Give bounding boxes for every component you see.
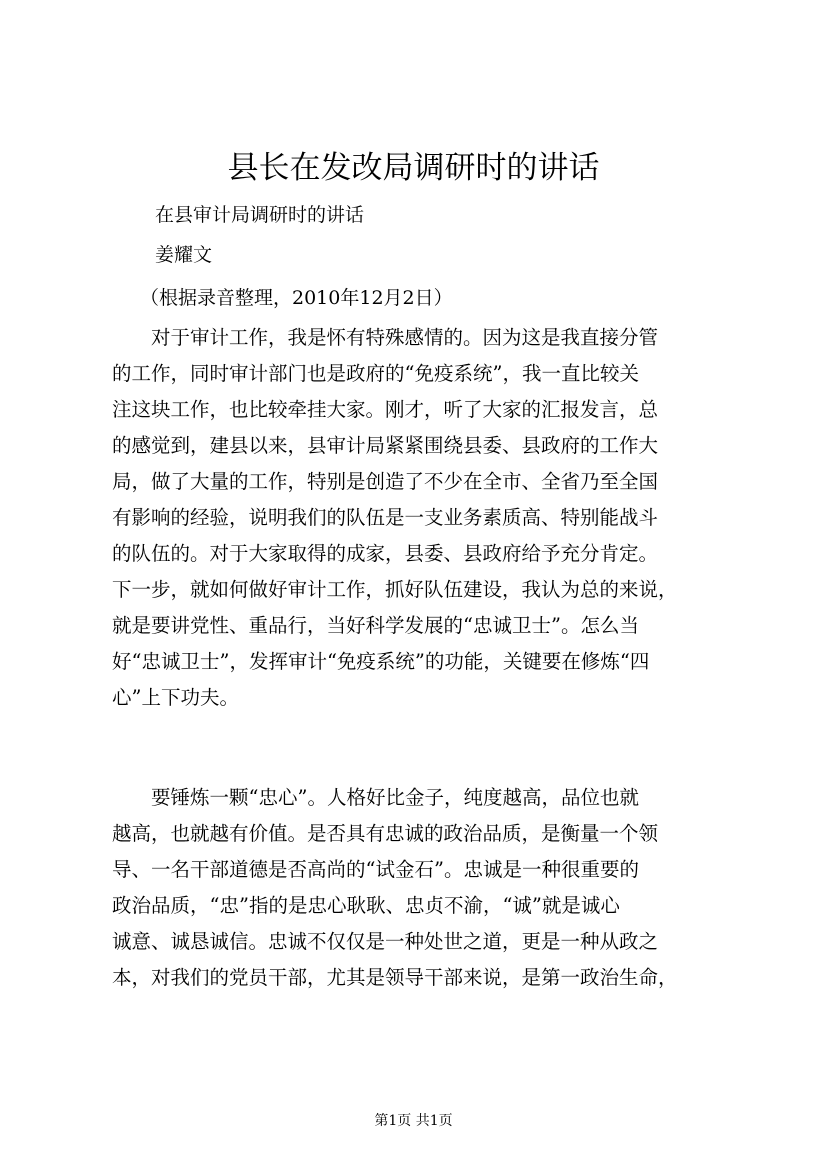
paragraph-line: 诚意、诚恳诚信。忠诚不仅仅是一种处世之道，更是一种从政之 bbox=[112, 930, 659, 953]
paragraph-line: 要锤炼一颗“忠心”。人格好比金子，纯度越高，品位也就 bbox=[112, 786, 639, 809]
paragraph-line: 就是要讲党性、重品行，当好科学发展的“忠诚卫士”。怎么当 bbox=[112, 614, 639, 637]
paragraph-line: 的感觉到，建县以来，县审计局紧紧围绕县委、县政府的工作大 bbox=[112, 434, 659, 457]
paragraph-line: 越高，也就越有价值。是否具有忠诚的政治品质，是衡量一个领 bbox=[112, 822, 659, 845]
paragraph-line: 心”上下功夫。 bbox=[112, 686, 239, 709]
paragraph-line: 政治品质，“忠”指的是忠心耿耿、忠贞不渝，“诚”就是诚心 bbox=[112, 894, 620, 917]
paragraph-line: 下一步，就如何做好审计工作，抓好队伍建设，我认为总的来说， bbox=[112, 578, 678, 601]
paragraph-line: 的队伍的。对于大家取得的成家，县委、县政府给予充分肯定。 bbox=[112, 542, 659, 565]
page-footer: 第1页 共1页 bbox=[374, 1113, 453, 1129]
paragraph-line: 注这块工作，也比较牵挂大家。刚才，听了大家的汇报发言，总 bbox=[112, 398, 659, 421]
author-name: 姜耀文 bbox=[155, 244, 213, 266]
paragraph-line: 对于审计工作，我是怀有特殊感情的。因为这是我直接分管 bbox=[112, 326, 659, 349]
paragraph-line: 的工作，同时审计部门也是政府的“免疫系统”，我一直比较关 bbox=[112, 362, 639, 385]
speech-subtitle: 在县审计局调研时的讲话 bbox=[155, 204, 365, 226]
paragraph-line: 有影响的经验，说明我们的队伍是一支业务素质高、特别能战斗 bbox=[112, 506, 659, 529]
recording-note: （根据录音整理，2010年12月2日） bbox=[140, 287, 453, 309]
paragraph-2 bbox=[112, 780, 732, 996]
paragraph-line: 本，对我们的党员干部，尤其是领导干部来说，是第一政治生命， bbox=[112, 966, 678, 989]
paragraph-line: 导、一名干部道德是否高尚的“试金石”。忠诚是一种很重要的 bbox=[112, 858, 639, 881]
paragraph-line: 好“忠诚卫士”，发挥审计“免疫系统”的功能，关键要在修炼“四 bbox=[112, 650, 650, 673]
paragraph-1 bbox=[112, 320, 732, 716]
paragraph-line: 局，做了大量的工作，特别是创造了不少在全市、全省乃至全国 bbox=[112, 470, 659, 493]
document-title: 县长在发改局调研时的讲话 bbox=[227, 150, 600, 186]
